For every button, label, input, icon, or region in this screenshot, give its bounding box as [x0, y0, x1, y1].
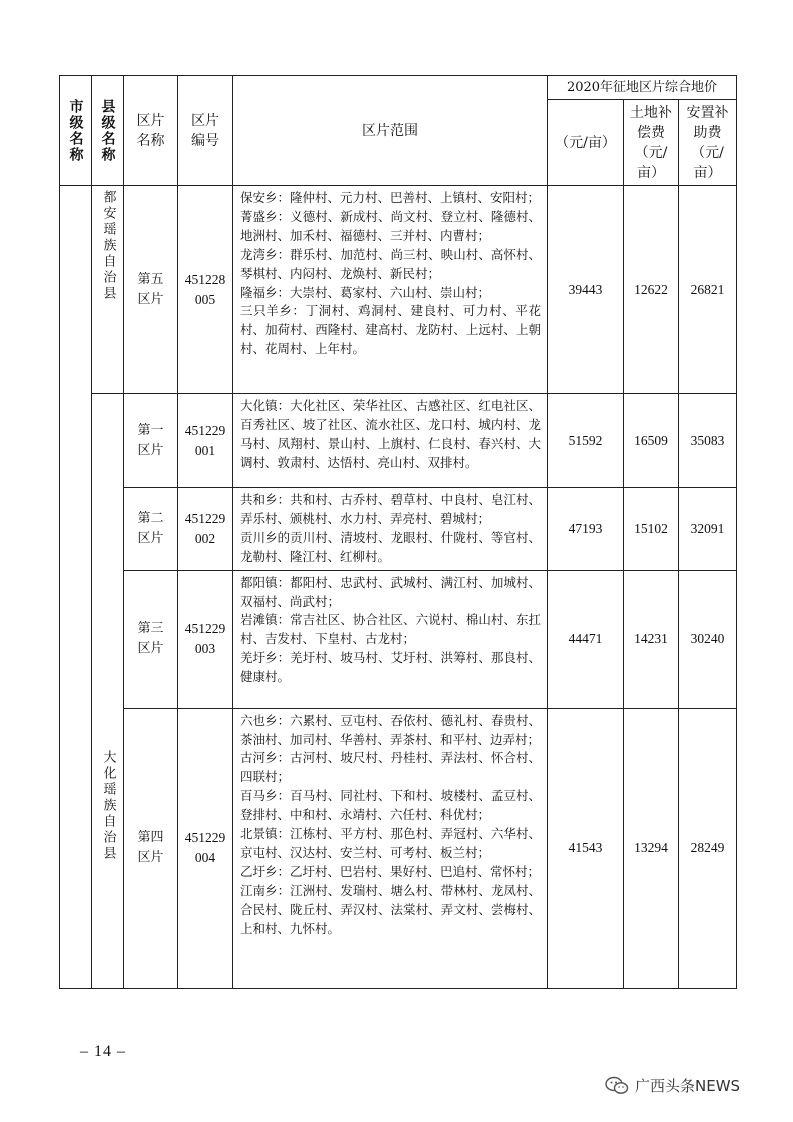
- watermark: [605, 1075, 740, 1096]
- watermark-text: 广西头条NEWS: [635, 1077, 741, 1095]
- county-cell-dahua: 大化瑶族自治县: [92, 394, 124, 989]
- resettle-cell: 30240: [679, 570, 737, 708]
- wechat-icon: [605, 1076, 629, 1096]
- header-price-group: 2020年征地区片综合地价: [548, 76, 737, 100]
- table-row: [60, 488, 737, 571]
- header-land-comp: 土地补偿费（元/亩）: [624, 100, 679, 186]
- zone-name-cell: 第一区片: [124, 394, 178, 488]
- price-cell: 44471: [548, 570, 624, 708]
- land-comp-cell: 13294: [624, 708, 679, 988]
- zone-name-cell: 第四区片: [124, 708, 178, 988]
- price-cell: 41543: [548, 708, 624, 988]
- table-row: [60, 186, 737, 394]
- table-row: [60, 570, 737, 708]
- zone-code-cell: 451229002: [178, 488, 233, 571]
- table-row: [60, 394, 737, 488]
- header-county: 县级名称: [92, 76, 124, 186]
- zone-range-cell: 六也乡：六累村、豆屯村、吞依村、德礼村、春贵村、茶油村、加司村、华善村、弄茶村、和平村、边弄村； 古河乡：古河村、坡尺村、丹桂村、弄法村、怀合村、四联村； 百马乡：百马村、同社村、下和村、坡楼村、孟豆村、登排村、中和村、永靖村、六任村、科优村； 北景镇：江栋村、平方村、那色村、弄冠村、六华村、京屯村、汉达村、安兰村、可考村、板兰村； 乙圩乡：乙圩村、巴岩村、果好村、巴追村、常怀村； 江南乡：江洲村、发瑞村、塘么村、带林村、龙凤村、合民村、陇丘村、弄汉村、法棠村、弄文村、尝梅村、上和村、九怀村。: [233, 708, 548, 988]
- resettle-cell: 32091: [679, 488, 737, 571]
- land-comp-cell: 14231: [624, 570, 679, 708]
- land-comp-cell: 16509: [624, 394, 679, 488]
- header-zone-code: 区片编号: [178, 76, 233, 186]
- resettle-cell: 28249: [679, 708, 737, 988]
- zone-code-cell: 451229004: [178, 708, 233, 988]
- header-city: 市级名称: [60, 76, 92, 186]
- price-cell: 39443: [548, 186, 624, 394]
- resettle-cell: 35083: [679, 394, 737, 488]
- header-price-unit: （元/亩）: [548, 100, 624, 186]
- price-cell: 47193: [548, 488, 624, 571]
- zone-code-cell: 451229003: [178, 570, 233, 708]
- zone-range-cell: 大化镇：大化社区、荣华社区、古感社区、红电社区、百秀社区、坡了社区、流水社区、龙口村、城内村、龙马村、凤翔村、景山村、上旗村、仁良村、春兴村、大调村、敦肃村、达悟村、亮山村、双排村。: [233, 394, 548, 488]
- zone-name-cell: 第二区片: [124, 488, 178, 571]
- header-zone-name: 区片名称: [124, 76, 178, 186]
- county-cell-duan: 都安瑶族自治县: [92, 186, 124, 394]
- resettle-cell: 26821: [679, 186, 737, 394]
- zone-name-cell: 第五区片: [124, 186, 178, 394]
- header-resettle: 安置补助费（元/亩）: [679, 100, 737, 186]
- zone-range-cell: 共和乡：共和村、古乔村、碧草村、中良村、皂江村、弄乐村、颁桃村、水力村、弄亮村、碧城村； 贡川乡的贡川村、清坡村、龙眼村、什陇村、等官村、龙勒村、隆江村、红柳村。: [233, 488, 548, 571]
- land-comp-cell: 15102: [624, 488, 679, 571]
- header-zone-range: 区片范围: [233, 76, 548, 186]
- table-row: [60, 708, 737, 988]
- price-cell: 51592: [548, 394, 624, 488]
- city-cell: [60, 186, 92, 989]
- zone-range-cell: 保安乡：隆仲村、元力村、巴善村、上镇村、安阳村； 菁盛乡：义德村、新成村、尚文村、登立村、隆德村、地洲村、加禾村、福德村、三并村、内曹村； 龙湾乡：群乐村、加范村、尚三村、映山村、高怀村、琴棋村、内闷村、龙焕村、新民村； 隆福乡：大崇村、葛家村、六山村、崇山村； 三只羊乡：丁洞村、鸡洞村、建良村、可力村、平花村、加荷村、西隆村、建高村、龙防村、上远村、上朝村、花周村、上年村。: [233, 186, 548, 394]
- zone-range-cell: 都阳镇：都阳村、忠武村、武城村、满江村、加城村、双福村、尚武村； 岩滩镇：常吉社区、协合社区、六说村、棉山村、东扛村、吉发村、下皇村、古龙村； 羌圩乡：羌圩村、坡马村、艾圩村、洪筹村、那良村、健康村。: [233, 570, 548, 708]
- zone-name-cell: 第三区片: [124, 570, 178, 708]
- land-comp-cell: 12622: [624, 186, 679, 394]
- page-number: – 14 –: [80, 1043, 126, 1060]
- land-price-table: [59, 75, 737, 989]
- zone-code-cell: 451228005: [178, 186, 233, 394]
- zone-code-cell: 451229001: [178, 394, 233, 488]
